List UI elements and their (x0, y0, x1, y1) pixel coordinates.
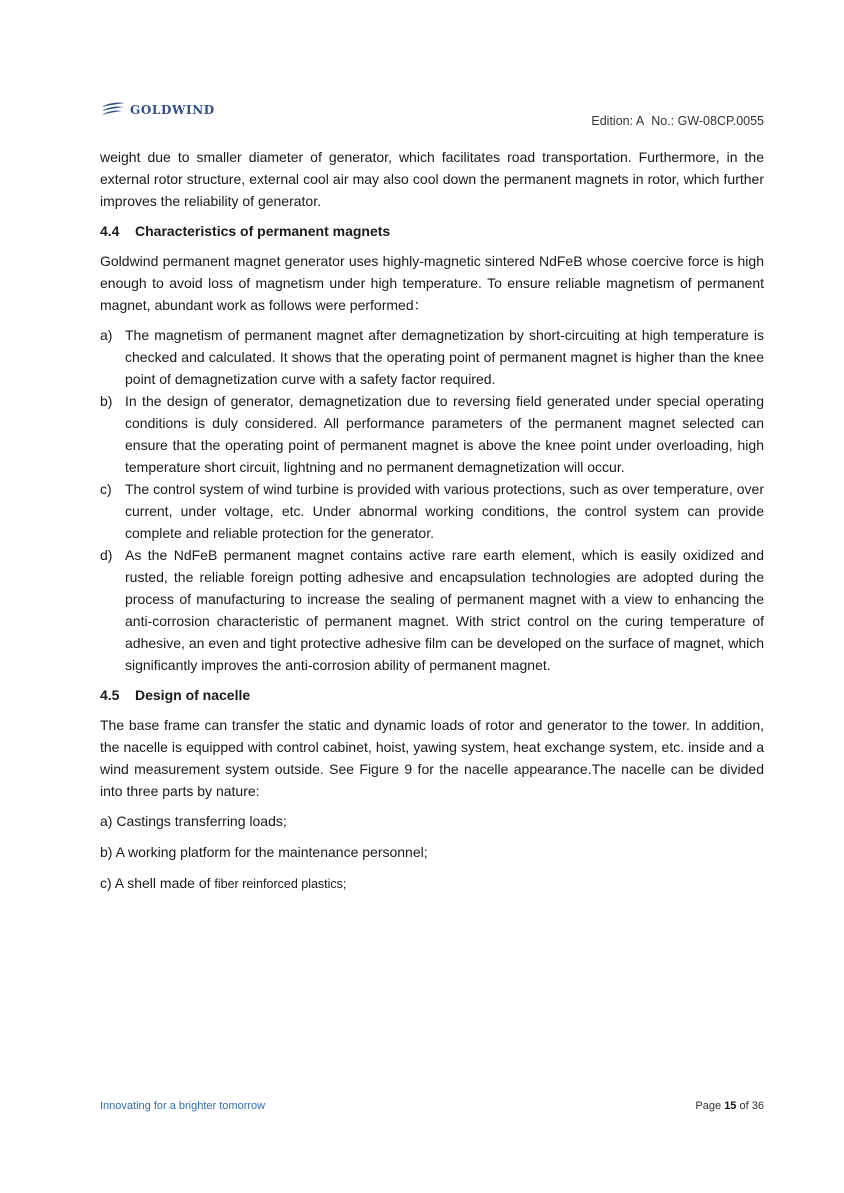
section-4-4-paragraph: Goldwind permanent magnet generator uses highly-magnetic sintered NdFeB whose coercive force is high enough to avoid loss of magnetism under high temperature. To ensure reliable magnetism of permanent magnet, abundant work as follows were performed： (100, 253, 764, 313)
page-label: Page (695, 1100, 722, 1112)
intro-paragraph: weight due to smaller diameter of generator, which facilitates road transportation. Furthermore, in the external rotor structure, external cool air may also cool down the permanent magnets in rotor, which further improves the reliability of generator. (100, 149, 764, 209)
list-marker: a) (100, 327, 113, 343)
goldwind-logo (100, 102, 215, 118)
list-marker: b) (100, 393, 113, 409)
list-marker: c) (100, 481, 112, 497)
list-item (100, 324, 764, 390)
nacelle-part-c-suffix: fiber reinforced plastics; (214, 877, 347, 891)
page-number (695, 1100, 764, 1112)
page-total: 36 (751, 1100, 764, 1112)
nacelle-part-c-prefix: c) A shell made of (100, 875, 215, 891)
goldwind-swoosh-icon (100, 102, 126, 118)
logo-text: GOLDWIND (130, 103, 215, 117)
list-item-text: As the NdFeB permanent magnet contains active rare earth element, which is easily oxidized and rusted, the reliable foreign potting adhesive and encapsulation technologies are adopted during the process of manufacturing to increase the sealing of permanent magnet with a view to enhancing the anti-corrosion characteristic of permanent magnet. With strict control on the curing temperature of adhesive, an even and tight protective adhesive film can be developed on the surface of magnet, which significantly improves the anti-corrosion ability of permanent magnet. (125, 547, 764, 673)
page-of: of (739, 1100, 749, 1112)
page-header (100, 100, 764, 130)
list-item-text: The control system of wind turbine is provided with various protections, such as over temperature, over current, under voltage, etc. Under abnormal working conditions, the control system can provide complete and reliable protection for the generator. (125, 481, 764, 541)
section-4-5-paragraph: The base frame can transfer the static and dynamic loads of rotor and generator to the tower. In addition, the nacelle is equipped with control cabinet, hoist, yawing system, heat exchange system, etc. inside and a wind measurement system outside. See Figure 9 for the nacelle appearance.The nacelle can be divided into three parts by nature: (100, 717, 764, 799)
section-4-5-heading (100, 684, 764, 706)
document-edition (591, 114, 764, 128)
document-number: No.: GW-08CP.0055 (651, 114, 764, 128)
nacelle-part-b: b) A working platform for the maintenance personnel; (100, 844, 428, 860)
section-title: Design of nacelle (135, 687, 251, 703)
list-marker: d) (100, 547, 113, 563)
footer-slogan: Innovating for a brighter tomorrow (100, 1100, 266, 1112)
section-number: 4.5 (100, 687, 120, 703)
page-current: 15 (724, 1100, 737, 1112)
magnet-measures-list (100, 324, 764, 676)
section-title: Characteristics of permanent magnets (135, 223, 391, 239)
edition-label: Edition: A (591, 114, 645, 128)
page-content (100, 146, 764, 904)
list-item (100, 390, 764, 478)
list-item (100, 544, 764, 676)
nacelle-part-a: a) Castings transferring loads; (100, 813, 287, 829)
page-footer (100, 1100, 764, 1116)
list-item-text: In the design of generator, demagnetization due to reversing field generated under special operating conditions is duly considered. All performance parameters of the permanent magnet selected can ensure that the operating point of permanent magnet is above the knee point under overloading, high temperature short circuit, lightning and no permanent demagnetization will occur. (125, 393, 764, 475)
section-number: 4.4 (100, 223, 120, 239)
section-4-4-heading (100, 220, 764, 242)
list-item (100, 478, 764, 544)
nacelle-part-c (100, 872, 764, 895)
list-item-text: The magnetism of permanent magnet after demagnetization by short-circuiting at high temperature is checked and calculated. It shows that the operating point of permanent magnet is higher than the knee point of demagnetization curve with a safety factor required. (125, 327, 764, 387)
